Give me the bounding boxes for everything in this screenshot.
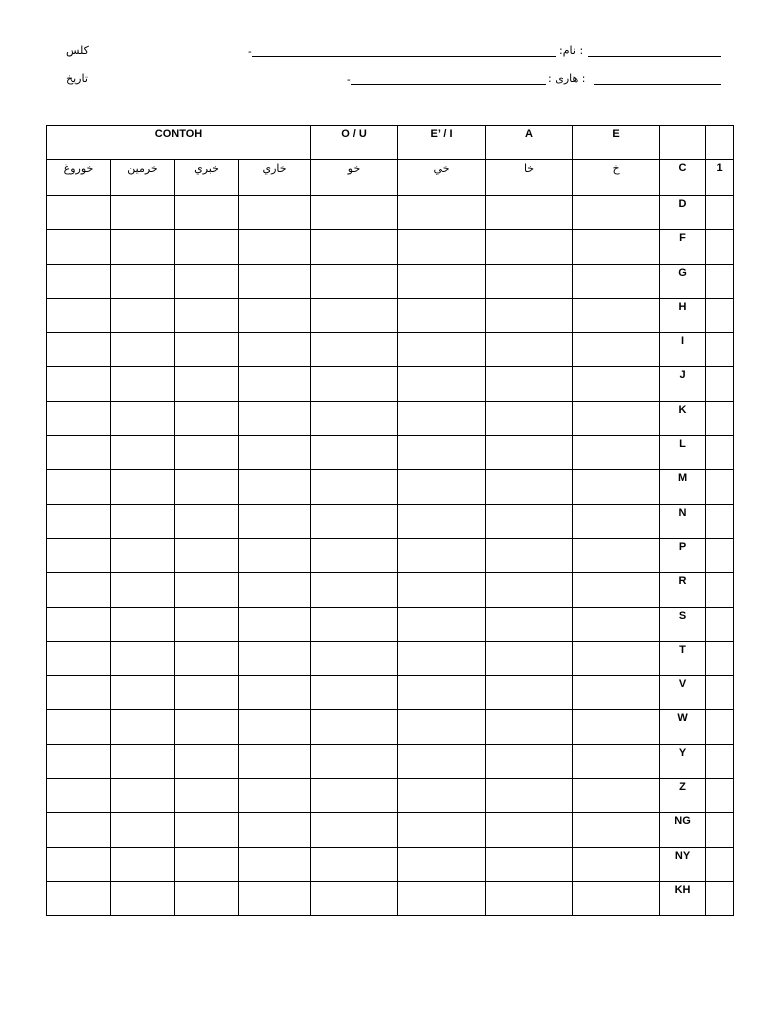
row-number-cell bbox=[706, 264, 734, 298]
answer-cell[interactable] bbox=[398, 264, 486, 298]
row-number-cell bbox=[706, 676, 734, 710]
answer-cell[interactable] bbox=[47, 367, 111, 401]
answer-cell[interactable] bbox=[311, 504, 398, 538]
answer-cell[interactable] bbox=[573, 196, 660, 230]
letter-cell: G bbox=[660, 264, 706, 298]
day-line-right[interactable] bbox=[594, 84, 721, 85]
letter-row bbox=[47, 196, 734, 230]
answer-cell[interactable] bbox=[573, 607, 660, 641]
answer-cell[interactable] bbox=[398, 470, 486, 504]
vowel-header-ei: E’ / I bbox=[398, 126, 486, 160]
letter-cell: L bbox=[660, 436, 706, 470]
answer-cell[interactable] bbox=[573, 333, 660, 367]
answer-cell[interactable] bbox=[47, 813, 111, 847]
row-number-cell bbox=[706, 298, 734, 332]
answer-cell[interactable] bbox=[398, 744, 486, 778]
answer-cell[interactable] bbox=[398, 538, 486, 572]
answer-cell[interactable] bbox=[239, 504, 311, 538]
answer-cell[interactable] bbox=[175, 676, 239, 710]
answer-cell[interactable] bbox=[47, 470, 111, 504]
letter-cell: F bbox=[660, 230, 706, 264]
answer-cell[interactable] bbox=[111, 744, 175, 778]
answer-cell[interactable] bbox=[239, 813, 311, 847]
answer-cell[interactable] bbox=[311, 744, 398, 778]
row-number-cell bbox=[706, 230, 734, 264]
answer-cell[interactable] bbox=[47, 401, 111, 435]
answer-cell[interactable] bbox=[239, 607, 311, 641]
answer-cell[interactable] bbox=[398, 333, 486, 367]
answer-cell[interactable] bbox=[486, 710, 573, 744]
letter-row bbox=[47, 676, 734, 710]
letter-row bbox=[47, 847, 734, 881]
answer-cell[interactable] bbox=[311, 367, 398, 401]
letter-row bbox=[47, 641, 734, 675]
answer-cell[interactable] bbox=[398, 504, 486, 538]
answer-cell[interactable] bbox=[398, 641, 486, 675]
answer-cell[interactable] bbox=[239, 333, 311, 367]
row-number-cell bbox=[706, 196, 734, 230]
row-number-cell bbox=[706, 401, 734, 435]
answer-cell[interactable] bbox=[47, 744, 111, 778]
answer-cell[interactable] bbox=[47, 676, 111, 710]
answer-cell[interactable] bbox=[111, 538, 175, 572]
number-header bbox=[706, 126, 734, 160]
answer-cell[interactable] bbox=[175, 333, 239, 367]
letter-cell: M bbox=[660, 470, 706, 504]
letter-row bbox=[47, 298, 734, 332]
answer-cell[interactable] bbox=[111, 436, 175, 470]
answer-cell[interactable] bbox=[311, 573, 398, 607]
answer-cell[interactable] bbox=[111, 710, 175, 744]
answer-cell[interactable] bbox=[175, 744, 239, 778]
answer-cell[interactable] bbox=[47, 779, 111, 813]
answer-cell[interactable] bbox=[239, 298, 311, 332]
answer-cell[interactable] bbox=[111, 401, 175, 435]
answer-cell[interactable] bbox=[175, 538, 239, 572]
answer-cell[interactable] bbox=[573, 779, 660, 813]
answer-cell[interactable] bbox=[239, 367, 311, 401]
example-word: خوروغ bbox=[47, 160, 111, 196]
answer-cell[interactable] bbox=[311, 298, 398, 332]
header-row bbox=[47, 126, 734, 160]
answer-cell[interactable] bbox=[486, 676, 573, 710]
name-label: :نام : bbox=[559, 44, 584, 57]
example-row bbox=[47, 160, 734, 196]
vowel-header-e: E bbox=[573, 126, 660, 160]
answer-cell[interactable] bbox=[47, 573, 111, 607]
answer-cell[interactable] bbox=[239, 710, 311, 744]
answer-cell[interactable] bbox=[486, 436, 573, 470]
answer-cell[interactable] bbox=[175, 230, 239, 264]
row-number-cell bbox=[706, 573, 734, 607]
answer-cell[interactable] bbox=[398, 813, 486, 847]
answer-cell[interactable] bbox=[486, 196, 573, 230]
answer-cell[interactable] bbox=[239, 847, 311, 881]
answer-cell[interactable] bbox=[573, 538, 660, 572]
row-number-cell bbox=[706, 367, 734, 401]
letter-cell: N bbox=[660, 504, 706, 538]
answer-cell[interactable] bbox=[573, 367, 660, 401]
name-dash: - bbox=[248, 46, 252, 58]
row-number-cell bbox=[706, 641, 734, 675]
name-line-right[interactable] bbox=[588, 56, 721, 57]
row-number-cell bbox=[706, 538, 734, 572]
answer-cell[interactable] bbox=[486, 779, 573, 813]
answer-cell[interactable] bbox=[573, 744, 660, 778]
answer-cell[interactable] bbox=[111, 779, 175, 813]
answer-cell[interactable] bbox=[311, 710, 398, 744]
answer-cell[interactable] bbox=[486, 333, 573, 367]
answer-cell[interactable] bbox=[175, 607, 239, 641]
row-number-cell bbox=[706, 333, 734, 367]
row-number-cell bbox=[706, 847, 734, 881]
name-line-left[interactable] bbox=[252, 56, 556, 57]
answer-cell[interactable] bbox=[47, 333, 111, 367]
answer-cell[interactable] bbox=[239, 538, 311, 572]
answer-cell[interactable] bbox=[239, 779, 311, 813]
answer-cell[interactable] bbox=[239, 641, 311, 675]
letter-cell: P bbox=[660, 538, 706, 572]
answer-cell[interactable] bbox=[239, 401, 311, 435]
letter-cell: R bbox=[660, 573, 706, 607]
answer-cell[interactable] bbox=[486, 298, 573, 332]
letter-header bbox=[660, 126, 706, 160]
answer-cell[interactable] bbox=[111, 470, 175, 504]
answer-cell[interactable] bbox=[311, 676, 398, 710]
letter-row bbox=[47, 470, 734, 504]
answer-cell[interactable] bbox=[398, 676, 486, 710]
letter-cell: Z bbox=[660, 779, 706, 813]
letter-row bbox=[47, 230, 734, 264]
letter-row bbox=[47, 881, 734, 915]
letter-row bbox=[47, 538, 734, 572]
letter-row bbox=[47, 436, 734, 470]
day-line-left[interactable] bbox=[351, 84, 546, 85]
answer-cell[interactable] bbox=[311, 470, 398, 504]
answer-cell[interactable] bbox=[47, 196, 111, 230]
letter-cell: C bbox=[660, 160, 706, 196]
answer-cell[interactable] bbox=[573, 847, 660, 881]
row-number-cell bbox=[706, 470, 734, 504]
answer-cell[interactable] bbox=[175, 504, 239, 538]
answer-cell[interactable] bbox=[311, 333, 398, 367]
answer-cell[interactable] bbox=[239, 264, 311, 298]
answer-cell[interactable] bbox=[111, 333, 175, 367]
letter-row bbox=[47, 607, 734, 641]
row-number-cell bbox=[706, 504, 734, 538]
answer-cell[interactable] bbox=[486, 470, 573, 504]
answer-cell[interactable] bbox=[486, 881, 573, 915]
answer-cell[interactable] bbox=[47, 504, 111, 538]
letter-cell: V bbox=[660, 676, 706, 710]
answer-cell[interactable] bbox=[175, 196, 239, 230]
answer-cell[interactable] bbox=[573, 264, 660, 298]
answer-cell[interactable] bbox=[311, 881, 398, 915]
vowel-form-a: خا bbox=[486, 160, 573, 196]
answer-cell[interactable] bbox=[47, 847, 111, 881]
answer-cell[interactable] bbox=[398, 436, 486, 470]
answer-cell[interactable] bbox=[486, 538, 573, 572]
answer-cell[interactable] bbox=[486, 504, 573, 538]
vowel-form-ou: خو bbox=[311, 160, 398, 196]
answer-cell[interactable] bbox=[111, 367, 175, 401]
answer-cell[interactable] bbox=[175, 436, 239, 470]
answer-cell[interactable] bbox=[47, 641, 111, 675]
letter-row bbox=[47, 710, 734, 744]
row-number-cell bbox=[706, 607, 734, 641]
letter-cell: W bbox=[660, 710, 706, 744]
example-word: خاري bbox=[239, 160, 311, 196]
answer-cell[interactable] bbox=[573, 710, 660, 744]
row-number-cell bbox=[706, 813, 734, 847]
letter-cell: K bbox=[660, 401, 706, 435]
answer-cell[interactable] bbox=[239, 676, 311, 710]
day-dash: - bbox=[347, 74, 351, 86]
answer-cell[interactable] bbox=[486, 813, 573, 847]
answer-cell[interactable] bbox=[398, 298, 486, 332]
answer-cell[interactable] bbox=[239, 436, 311, 470]
answer-cell[interactable] bbox=[175, 641, 239, 675]
worksheet-table bbox=[46, 125, 734, 916]
answer-cell[interactable] bbox=[311, 779, 398, 813]
answer-cell[interactable] bbox=[111, 573, 175, 607]
answer-cell[interactable] bbox=[486, 847, 573, 881]
answer-cell[interactable] bbox=[311, 641, 398, 675]
answer-cell[interactable] bbox=[111, 264, 175, 298]
answer-cell[interactable] bbox=[486, 641, 573, 675]
day-label: : هاری : bbox=[548, 72, 586, 85]
date-label: تاریخ bbox=[66, 72, 88, 85]
answer-cell[interactable] bbox=[47, 710, 111, 744]
row-number-cell bbox=[706, 881, 734, 915]
answer-cell[interactable] bbox=[398, 573, 486, 607]
letter-row bbox=[47, 779, 734, 813]
answer-cell[interactable] bbox=[311, 436, 398, 470]
answer-cell[interactable] bbox=[573, 230, 660, 264]
answer-cell[interactable] bbox=[111, 230, 175, 264]
answer-cell[interactable] bbox=[573, 504, 660, 538]
answer-cell[interactable] bbox=[239, 744, 311, 778]
letter-cell: Y bbox=[660, 744, 706, 778]
answer-cell[interactable] bbox=[175, 710, 239, 744]
example-word: خرمين bbox=[111, 160, 175, 196]
answer-cell[interactable] bbox=[486, 367, 573, 401]
answer-cell[interactable] bbox=[175, 470, 239, 504]
answer-cell[interactable] bbox=[111, 196, 175, 230]
letter-row bbox=[47, 333, 734, 367]
answer-cell[interactable] bbox=[311, 813, 398, 847]
answer-cell[interactable] bbox=[398, 607, 486, 641]
letter-row bbox=[47, 504, 734, 538]
answer-cell[interactable] bbox=[111, 298, 175, 332]
answer-cell[interactable] bbox=[175, 847, 239, 881]
answer-cell[interactable] bbox=[573, 436, 660, 470]
letter-cell: T bbox=[660, 641, 706, 675]
letter-cell: NY bbox=[660, 847, 706, 881]
row-number-cell bbox=[706, 744, 734, 778]
answer-cell[interactable] bbox=[486, 401, 573, 435]
contoh-header: CONTOH bbox=[47, 126, 311, 160]
class-label: کلس bbox=[66, 44, 89, 57]
answer-cell[interactable] bbox=[398, 847, 486, 881]
letter-cell: KH bbox=[660, 881, 706, 915]
answer-cell[interactable] bbox=[175, 264, 239, 298]
row-number: 1 bbox=[706, 160, 734, 196]
answer-cell[interactable] bbox=[573, 813, 660, 847]
answer-cell[interactable] bbox=[175, 573, 239, 607]
answer-cell[interactable] bbox=[111, 504, 175, 538]
letter-cell: I bbox=[660, 333, 706, 367]
letter-cell: H bbox=[660, 298, 706, 332]
answer-cell[interactable] bbox=[573, 401, 660, 435]
answer-cell[interactable] bbox=[573, 573, 660, 607]
answer-cell[interactable] bbox=[175, 298, 239, 332]
answer-cell[interactable] bbox=[175, 813, 239, 847]
letter-cell: D bbox=[660, 196, 706, 230]
answer-cell[interactable] bbox=[311, 607, 398, 641]
answer-cell[interactable] bbox=[573, 641, 660, 675]
answer-cell[interactable] bbox=[398, 196, 486, 230]
answer-cell[interactable] bbox=[47, 230, 111, 264]
letter-cell: NG bbox=[660, 813, 706, 847]
answer-cell[interactable] bbox=[311, 264, 398, 298]
answer-cell[interactable] bbox=[398, 401, 486, 435]
vowel-form-e: خ bbox=[573, 160, 660, 196]
row-number-cell bbox=[706, 779, 734, 813]
letter-cell: J bbox=[660, 367, 706, 401]
answer-cell[interactable] bbox=[47, 298, 111, 332]
answer-cell[interactable] bbox=[111, 607, 175, 641]
answer-cell[interactable] bbox=[486, 607, 573, 641]
answer-cell[interactable] bbox=[311, 847, 398, 881]
answer-cell[interactable] bbox=[573, 470, 660, 504]
answer-cell[interactable] bbox=[111, 847, 175, 881]
answer-cell[interactable] bbox=[111, 641, 175, 675]
answer-cell[interactable] bbox=[47, 538, 111, 572]
answer-cell[interactable] bbox=[311, 230, 398, 264]
answer-cell[interactable] bbox=[573, 881, 660, 915]
answer-cell[interactable] bbox=[47, 264, 111, 298]
answer-cell[interactable] bbox=[239, 881, 311, 915]
answer-cell[interactable] bbox=[486, 573, 573, 607]
answer-cell[interactable] bbox=[486, 264, 573, 298]
row-number-cell bbox=[706, 710, 734, 744]
letter-row bbox=[47, 264, 734, 298]
answer-cell[interactable] bbox=[239, 573, 311, 607]
answer-cell[interactable] bbox=[398, 367, 486, 401]
answer-cell[interactable] bbox=[398, 230, 486, 264]
answer-cell[interactable] bbox=[111, 676, 175, 710]
answer-cell[interactable] bbox=[398, 779, 486, 813]
letter-row bbox=[47, 744, 734, 778]
answer-cell[interactable] bbox=[239, 196, 311, 230]
answer-cell[interactable] bbox=[311, 401, 398, 435]
answer-cell[interactable] bbox=[398, 881, 486, 915]
example-word: خبري bbox=[175, 160, 239, 196]
answer-cell[interactable] bbox=[311, 538, 398, 572]
answer-cell[interactable] bbox=[486, 744, 573, 778]
answer-cell[interactable] bbox=[486, 230, 573, 264]
letter-row bbox=[47, 813, 734, 847]
answer-cell[interactable] bbox=[573, 298, 660, 332]
answer-cell[interactable] bbox=[239, 470, 311, 504]
answer-cell[interactable] bbox=[311, 196, 398, 230]
answer-cell[interactable] bbox=[175, 401, 239, 435]
row-number-cell bbox=[706, 436, 734, 470]
letter-row bbox=[47, 367, 734, 401]
answer-cell[interactable] bbox=[175, 881, 239, 915]
answer-cell[interactable] bbox=[239, 230, 311, 264]
answer-cell[interactable] bbox=[47, 881, 111, 915]
vowel-form-ei: خي bbox=[398, 160, 486, 196]
letter-row bbox=[47, 401, 734, 435]
answer-cell[interactable] bbox=[175, 779, 239, 813]
answer-cell[interactable] bbox=[175, 367, 239, 401]
vowel-header-a: A bbox=[486, 126, 573, 160]
letter-row bbox=[47, 573, 734, 607]
letter-cell: S bbox=[660, 607, 706, 641]
answer-cell[interactable] bbox=[111, 881, 175, 915]
answer-cell[interactable] bbox=[111, 813, 175, 847]
answer-cell[interactable] bbox=[398, 710, 486, 744]
answer-cell[interactable] bbox=[573, 676, 660, 710]
vowel-header-ou: O / U bbox=[311, 126, 398, 160]
answer-cell[interactable] bbox=[47, 607, 111, 641]
answer-cell[interactable] bbox=[47, 436, 111, 470]
